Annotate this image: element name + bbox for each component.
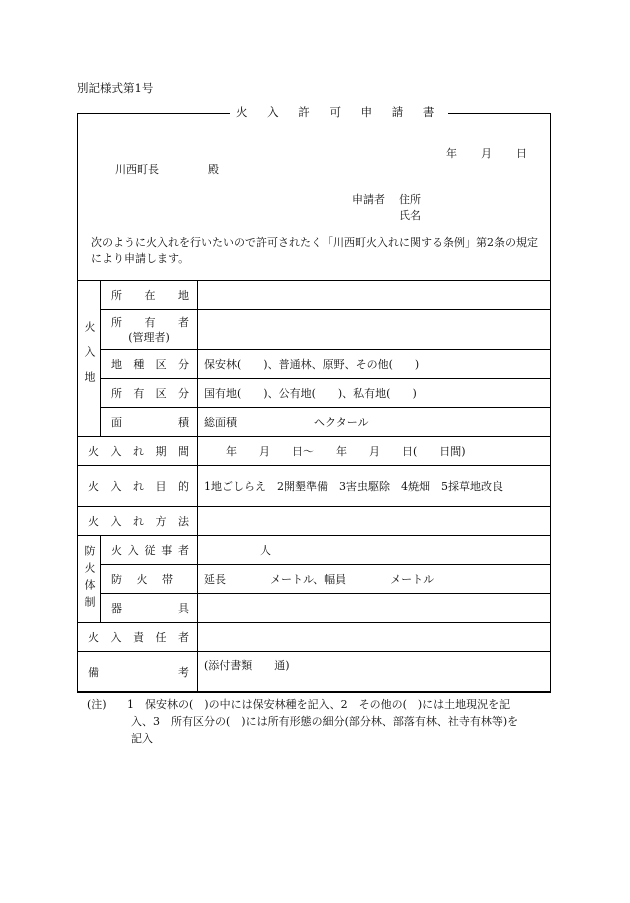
workers-field[interactable]: 人 bbox=[198, 536, 551, 565]
footnote bbox=[87, 696, 557, 747]
name-label: 氏名 bbox=[399, 209, 421, 222]
note-line-1: 1 保安林の( )の中には保安林種を記入、2 その他の( )には土地現況を記 bbox=[127, 698, 511, 711]
form-title: 火 入 許 可 申 請 書 bbox=[230, 104, 448, 120]
applicant-label: 申請者 bbox=[352, 193, 385, 206]
application-table bbox=[77, 280, 551, 692]
land-group-label bbox=[78, 281, 101, 437]
note-line-2: 入、3 所有区分の( )には所有形態の細分(部分林、部落有林、社寺有林等)を bbox=[131, 715, 519, 728]
land-category-field[interactable]: 保安林( )、普通林、原野、その他( ) bbox=[198, 350, 551, 379]
period-label: 火入れ期間 bbox=[78, 437, 198, 466]
owner-label: 所有者 bbox=[111, 315, 189, 329]
remarks-field[interactable]: (添付書類 通) bbox=[198, 652, 551, 692]
owner-sublabel: (管理者) bbox=[128, 330, 170, 344]
firebreak-label: 防火帯 bbox=[101, 565, 198, 594]
form-id: 別記様式第1号 bbox=[77, 81, 154, 95]
day-label: 日 bbox=[516, 147, 527, 160]
equipment-label: 器具 bbox=[101, 594, 198, 623]
land-group-text: 火入地 bbox=[83, 321, 96, 396]
owner-label-cell bbox=[101, 310, 198, 350]
responsible-field[interactable] bbox=[198, 623, 551, 652]
workers-label: 火入従事者 bbox=[101, 536, 198, 565]
note-line-3: 記入 bbox=[131, 732, 153, 745]
date-line bbox=[446, 145, 527, 161]
fire-system-group-text: 防火体制 bbox=[83, 545, 96, 613]
ownership-category-label: 所有区分 bbox=[101, 379, 198, 408]
area-field[interactable]: 総面積 ヘクタール bbox=[198, 408, 551, 437]
method-field[interactable] bbox=[198, 507, 551, 536]
addressee: 川西町長 bbox=[115, 163, 159, 176]
year-label: 年 bbox=[446, 147, 457, 160]
honorific: 殿 bbox=[208, 163, 219, 176]
remarks-label: 備考 bbox=[78, 652, 198, 692]
address-label: 住所 bbox=[399, 193, 421, 206]
fire-system-group-label bbox=[78, 536, 101, 623]
owner-field[interactable] bbox=[198, 310, 551, 350]
period-field[interactable]: 年 月 日〜 年 月 日( 日間) bbox=[198, 437, 551, 466]
note-prefix: (注) bbox=[87, 698, 107, 711]
area-label: 面積 bbox=[101, 408, 198, 437]
land-category-label: 地種区分 bbox=[101, 350, 198, 379]
month-label: 月 bbox=[481, 147, 492, 160]
purpose-label: 火入れ目的 bbox=[78, 466, 198, 507]
request-text: 次のように火入れを行いたいので許可されたく「川西町火入れに関する条例」第2条の規定により申請します。 bbox=[91, 236, 538, 265]
purpose-field[interactable]: 1地ごしらえ 2開墾準備 3害虫駆除 4焼畑 5採草地改良 bbox=[198, 466, 551, 507]
ownership-category-field[interactable]: 国有地( )、公有地( )、私有地( ) bbox=[198, 379, 551, 408]
location-label: 所在地 bbox=[101, 281, 198, 310]
equipment-field[interactable] bbox=[198, 594, 551, 623]
method-label: 火入れ方法 bbox=[78, 507, 198, 536]
firebreak-field[interactable]: 延長 メートル、幅員 メートル bbox=[198, 565, 551, 594]
responsible-label: 火入責任者 bbox=[78, 623, 198, 652]
location-field[interactable] bbox=[198, 281, 551, 310]
